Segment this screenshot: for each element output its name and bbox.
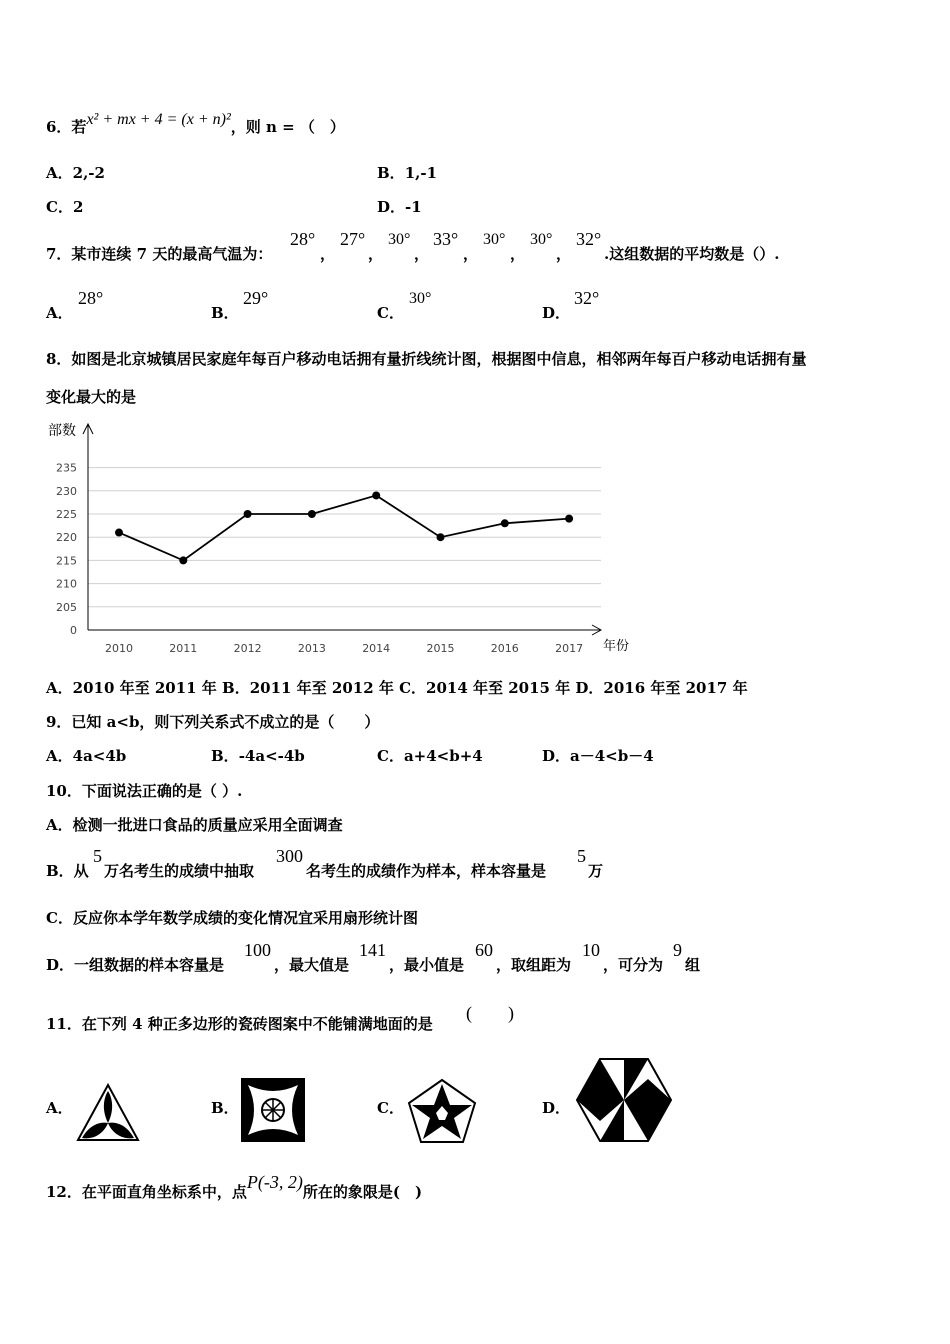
data-point xyxy=(308,510,316,518)
q6-option-a[interactable]: A．2,-2 xyxy=(46,164,105,182)
y-tick-label: 205 xyxy=(56,600,77,614)
q9-option-b[interactable]: B．-4a<-4b xyxy=(211,747,305,765)
chart-axes xyxy=(83,424,601,635)
q8-options[interactable]: A．2010 年至 2011 年 B．2011 年至 2012 年 C．2014 年至 2015 年 D．2016 年至 2017 年 xyxy=(46,679,748,697)
q11-paren: ( ) xyxy=(466,1003,514,1023)
series-line xyxy=(119,495,569,560)
q7-option-a[interactable]: A． xyxy=(46,304,73,322)
q7-temp-5: 30° xyxy=(483,231,506,248)
q6-expression: x² + mx + 4 = (x + n)² xyxy=(86,111,231,128)
q9-stem: 9．已知 a<b，则下列关系式不成立的是（ ） xyxy=(46,713,380,731)
data-point xyxy=(437,533,445,541)
q7-option-b[interactable]: B． xyxy=(211,304,239,322)
tile-d-hexagon-triangles-icon xyxy=(575,1057,673,1143)
chart-xlabel: 年份 xyxy=(603,639,630,654)
q10-option-a[interactable]: A．检测一批进口食品的质量应采用全面调查 xyxy=(46,816,343,834)
y-tick-label: 230 xyxy=(56,484,77,498)
data-point xyxy=(501,519,509,527)
q7-comma-5: ， xyxy=(510,245,526,263)
q9-option-a[interactable]: A．4a<4b xyxy=(46,747,127,765)
data-point xyxy=(244,510,252,518)
q11-stem: 11．在下列 4 种正多边形的瓷砖图案中不能铺满地面的是 xyxy=(46,1015,433,1033)
q11-option-b[interactable]: B． xyxy=(211,1099,239,1117)
x-tick-label: 2012 xyxy=(233,642,262,655)
q7-temp-1: 28° xyxy=(290,229,316,249)
q6-option-d[interactable]: D．-1 xyxy=(377,198,422,216)
q6-stem xyxy=(46,111,345,137)
y-tick-label: 0 xyxy=(70,624,77,637)
q7-comma-4: ， xyxy=(463,245,479,263)
q7-option-c[interactable]: C． xyxy=(377,304,404,322)
chart-series xyxy=(115,491,573,564)
q11-option-c[interactable]: C． xyxy=(377,1099,404,1117)
q10-stem: 10．下面说法正确的是（ ）. xyxy=(46,782,243,800)
data-point xyxy=(565,515,573,523)
q8-stem-line2: 变化最大的是 xyxy=(46,388,137,406)
q7-option-d-value: 32° xyxy=(574,288,600,308)
q7-temp-3: 30° xyxy=(388,231,411,248)
chart-yticks xyxy=(56,462,77,637)
q7-temp-4: 33° xyxy=(433,229,459,249)
q7-comma-6: ， xyxy=(556,245,572,263)
q8-stem-line1: 8．如图是北京城镇居民家庭年每百户移动电话拥有量折线统计图，根据图中信息，相邻两年每百户移动电话拥有量 xyxy=(46,350,807,368)
q11-option-a[interactable]: A． xyxy=(46,1099,73,1117)
x-tick-label: 2013 xyxy=(297,642,326,655)
x-tick-label: 2014 xyxy=(362,642,391,655)
q7-stem-start: 7．某市连续 7 天的最高气温为： xyxy=(46,245,273,263)
q9-option-d[interactable]: D．a－4<b－4 xyxy=(542,747,654,765)
x-tick-label: 2017 xyxy=(555,642,584,655)
x-tick-label: 2010 xyxy=(105,642,133,655)
y-tick-label: 215 xyxy=(56,554,77,568)
q6-option-c[interactable]: C．2 xyxy=(46,198,84,216)
q7-temp-6: 30° xyxy=(530,231,553,248)
q12-point: P(-3, 2) xyxy=(246,1172,303,1192)
data-point xyxy=(179,556,187,564)
q7-comma-2: ， xyxy=(368,245,384,263)
q7-option-b-value: 29° xyxy=(243,288,269,308)
q11-option-d[interactable]: D． xyxy=(542,1099,571,1117)
q7-comma-1: ， xyxy=(320,245,336,263)
tile-b-square-wheel-icon xyxy=(240,1077,306,1143)
q12-stem: 12．在平面直角坐标系中，点P(-3, 2)所在的象限是( ) xyxy=(46,1172,423,1201)
q7-temp-2: 27° xyxy=(340,229,366,249)
q7-option-c-value: 30° xyxy=(409,290,432,307)
q9-option-c[interactable]: C．a+4<b+4 xyxy=(377,747,483,765)
q7-comma-3: ， xyxy=(414,245,430,263)
tile-c-pentagon-star-icon xyxy=(407,1078,477,1144)
x-tick-label: 2011 xyxy=(169,642,198,655)
data-point xyxy=(115,529,123,537)
q7-stem-end: .这组数据的平均数是（）. xyxy=(604,245,780,263)
data-point xyxy=(372,491,380,499)
x-tick-label: 2016 xyxy=(490,642,519,655)
q7-option-a-value: 28° xyxy=(78,288,104,308)
chart-xticks xyxy=(105,642,583,655)
q8-line-chart xyxy=(40,415,650,665)
y-tick-label: 235 xyxy=(56,461,77,475)
chart-ylabel: 部数 xyxy=(48,423,76,439)
y-tick-label: 210 xyxy=(56,577,77,591)
y-tick-label: 225 xyxy=(56,508,77,521)
chart-grid xyxy=(88,468,601,607)
q6-number: 6．若 xyxy=(46,118,87,136)
q6-tail: ，则 n = （ ） xyxy=(230,118,345,136)
y-tick-label: 220 xyxy=(56,531,77,545)
q7-option-d[interactable]: D． xyxy=(542,304,571,322)
q7-temp-7: 32° xyxy=(576,229,602,249)
x-tick-label: 2015 xyxy=(426,642,455,655)
q6-option-b[interactable]: B．1,-1 xyxy=(377,164,438,182)
tile-a-triangle-petals-icon xyxy=(76,1083,140,1143)
q10-option-c[interactable]: C．反应你本学年数学成绩的变化情况宜采用扇形统计图 xyxy=(46,909,418,927)
